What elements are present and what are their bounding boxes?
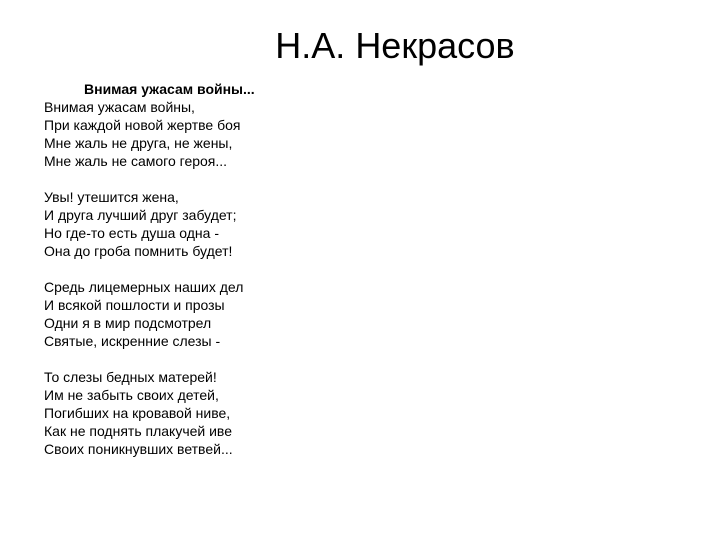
poem-line: То слезы бедных матерей! [44,369,217,385]
stanza-1 [44,98,464,170]
poem-line: Своих поникнувших ветвей... [44,441,233,457]
poem-line: Одни я в мир подсмотрел [44,315,212,331]
poem [44,80,464,476]
poem-line: Увы! утешится жена, [44,189,179,205]
stanza-3 [44,278,464,350]
poem-line: Святые, искренние слезы - [44,333,221,349]
poem-line: Мне жаль не самого героя... [44,153,228,169]
poem-line: Внимая ужасам войны, [44,99,195,115]
poem-line: И всякой пошлости и прозы [44,297,225,313]
poem-line: Но где-то есть душа одна - [44,225,219,241]
poem-line: Погибших на кровавой ниве, [44,405,231,421]
poem-heading: Внимая ужасам войны... [84,81,255,97]
poem-line: При каждой новой жертве боя [44,117,241,133]
stanza-2 [44,188,464,260]
poem-line: Средь лицемерных наших дел [44,279,244,295]
poem-line: Как не поднять плакучей иве [44,423,232,439]
poem-line: И друга лучший друг забудет; [44,207,237,223]
poem-line: Им не забыть своих детей, [44,387,219,403]
poem-line: Она до гроба помнить будет! [44,243,233,259]
slide-title: Н.А. Некрасов [275,25,515,66]
poem-line: Мне жаль не друга, не жены, [44,135,233,151]
stanza-4 [44,368,464,458]
